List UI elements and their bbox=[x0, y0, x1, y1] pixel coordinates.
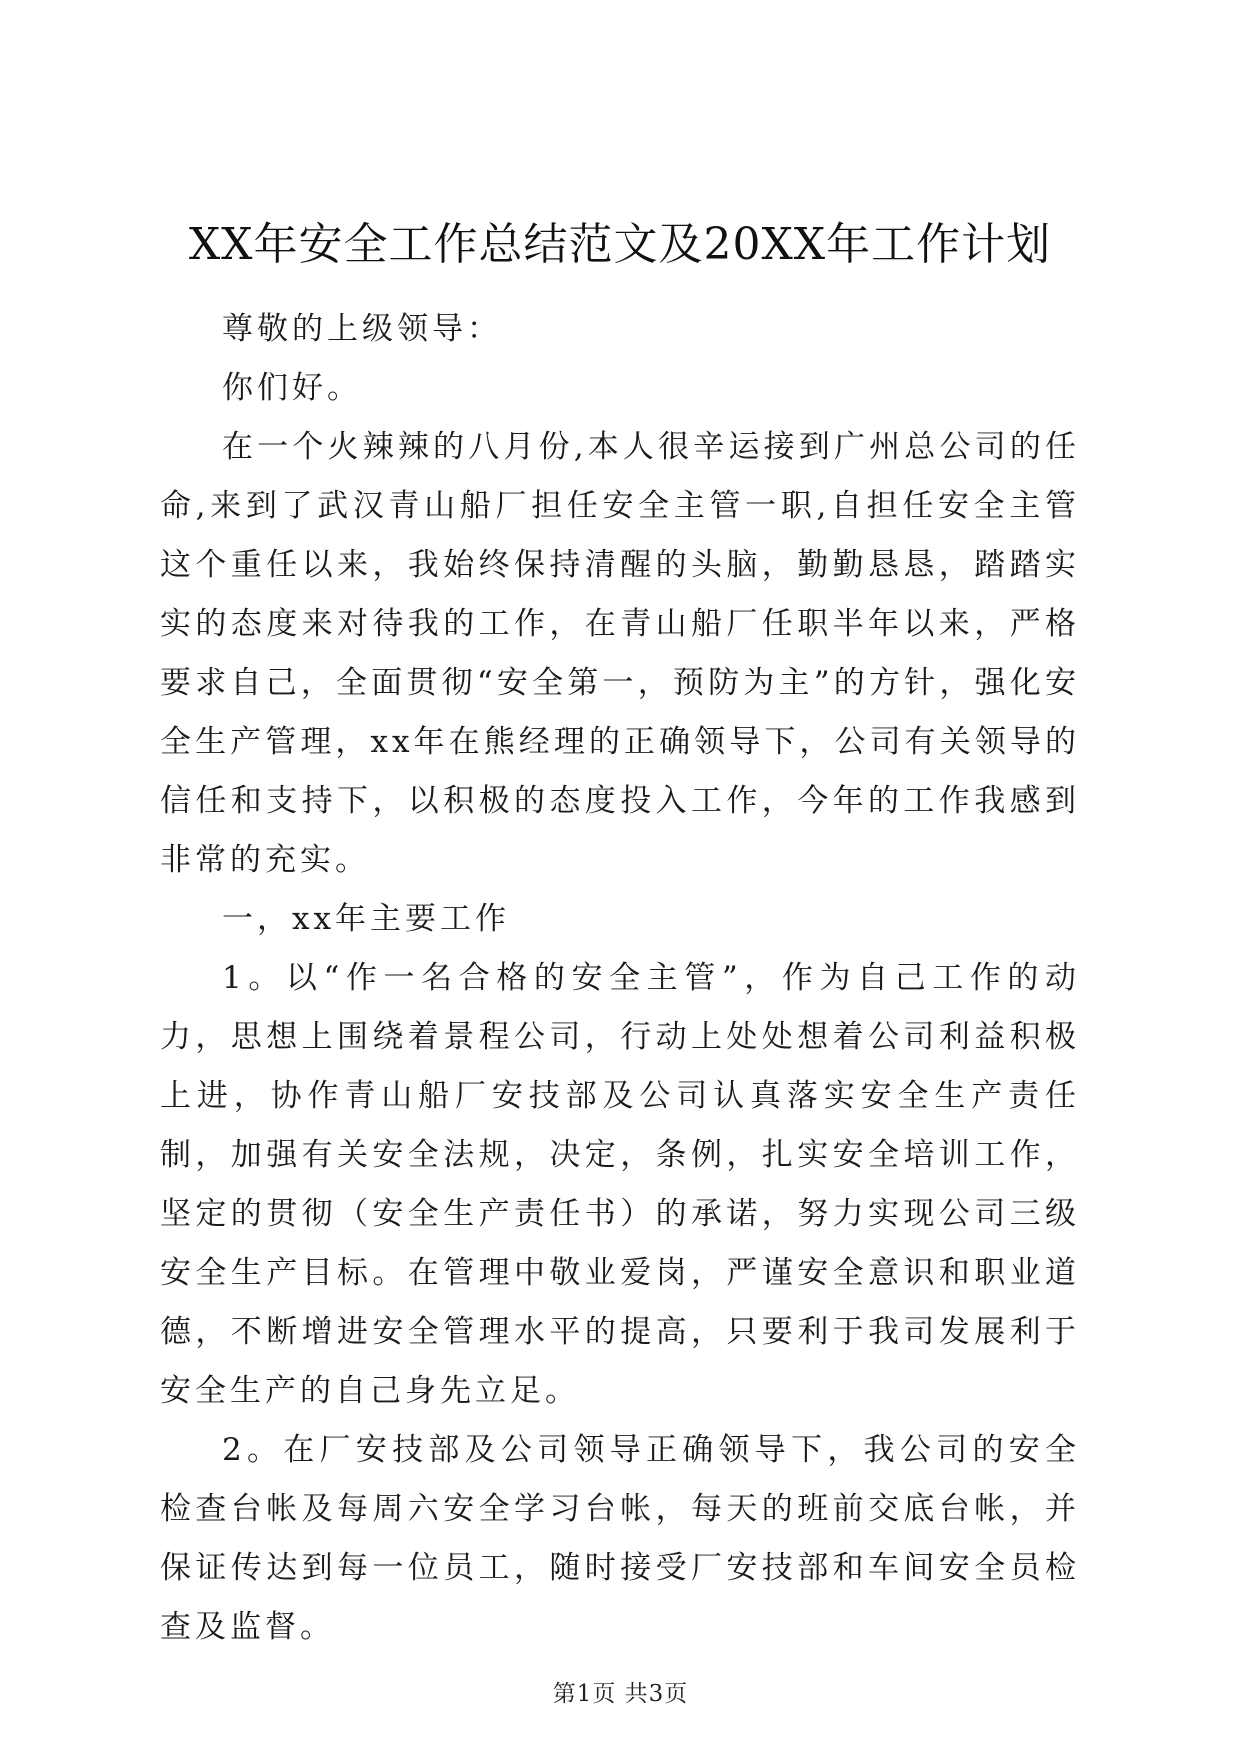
section-heading: 一，xx年主要工作 bbox=[222, 901, 510, 937]
item-paragraph-2: 2。在厂安技部及公司领导正确领导下，我公司的安全检查台帐及每周六安全学习台帐，每天的班前交底台帐，并保证传达到每一位员工，随时接受厂安技部和车间安全员检查及监督。 bbox=[160, 1432, 1080, 1645]
intro-paragraph: 在一个火辣辣的八月份,本人很辛运接到广州总公司的任命,来到了武汉青山船厂担任安全主管一职,自担任安全主管这个重任以来，我始终保持清醒的头脑，勤勤恳恳，踏踏实实的态度来对待我的工作，在青山船厂任职半年以来，严格要求自己，全面贯彻“安全第一，预防为主”的方针，强化安全生产管理，xx年在熊经理的正确领导下，公司有关领导的信任和支持下，以积极的态度投入工作，今年的工作我感到非常的充实。 bbox=[160, 429, 1080, 878]
item-paragraph-1: 1。以“作一名合格的安全主管”，作为自己工作的动力，思想上围绕着景程公司，行动上处处想着公司利益积极上进，协作青山船厂安技部及公司认真落实安全生产责任制，加强有关安全法规，决定，条例，扎实安全培训工作，坚定的贯彻（安全生产责任书）的承诺，努力实现公司三级安全生产目标。在管理中敬业爱岗，严谨安全意识和职业道德，不断增进安全管理水平的提高，只要利于我司发展利于安全生产的自己身先立足。 bbox=[160, 960, 1080, 1409]
salutation-paragraph: 尊敬的上级领导： bbox=[222, 311, 502, 347]
document-body bbox=[160, 300, 1080, 1657]
greeting-paragraph: 你们好。 bbox=[222, 370, 362, 406]
document-title: XX年安全工作总结范文及20XX年工作计划 bbox=[188, 219, 1052, 270]
page-footer: 第1页 共3页 bbox=[552, 1681, 689, 1707]
